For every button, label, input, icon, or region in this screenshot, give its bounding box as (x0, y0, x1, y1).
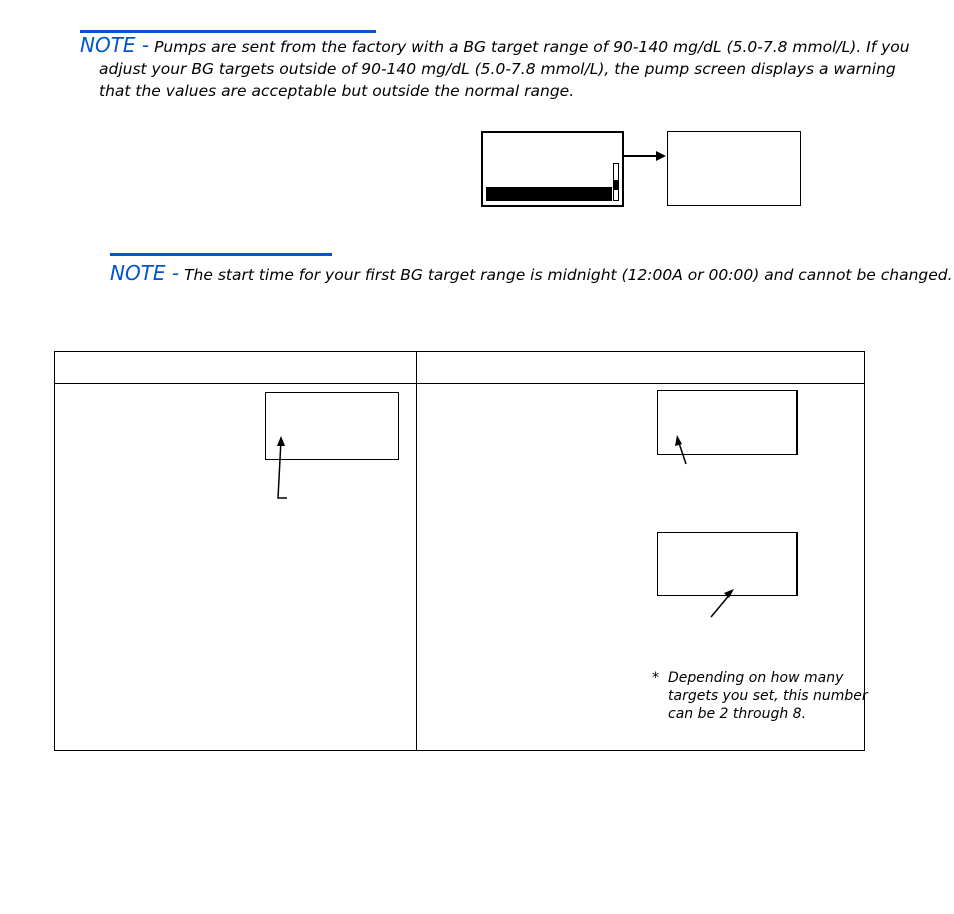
note1-text: Pumps are sent from the factory with a BG target range of 90-140 mg/dL (5.0-7.8 mmol/L). If you adjust your BG targets outside of 90-140 mg/dL (5.0-7.8 mmol/L), the pump screen displays a warning that the values are acceptable but outside the normal range. (99, 38, 910, 100)
callout-left-arrowhead (277, 436, 285, 446)
callout-left-screen (278, 440, 287, 498)
note1-label: NOTE - (80, 33, 150, 57)
footnote-marker: * (652, 670, 659, 686)
callout-right-top-arrowhead (675, 435, 682, 446)
callout-right-bottom-arrowhead (724, 589, 734, 598)
footnote-text: Depending on how many targets you set, this number can be 2 through 8. (668, 670, 868, 722)
note2-text: The start time for your first BG target range is midnight (12:00A or 00:00) and cannot be changed. (179, 266, 953, 284)
note2-label: NOTE - (110, 261, 180, 285)
